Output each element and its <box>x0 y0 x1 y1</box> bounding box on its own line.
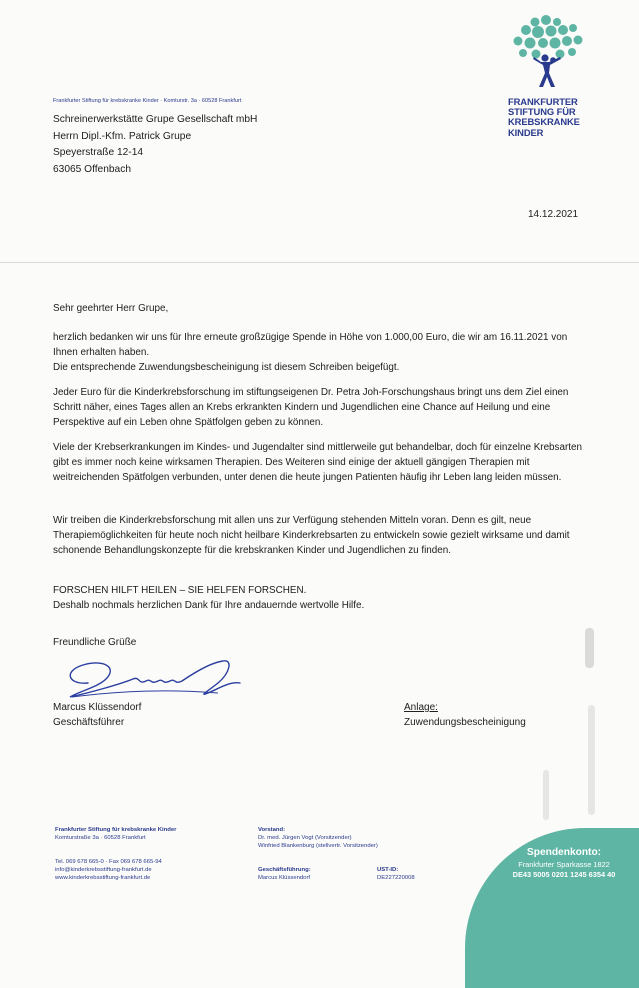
logo-wordmark: FRANKFURTER STIFTUNG FÜR KREBSKRANKE KINDER <box>508 96 580 138</box>
closing-slogan: FORSCHEN HILFT HEILEN – SIE HELFEN FORSCHEN. <box>53 585 307 596</box>
footer-contact <box>55 858 162 883</box>
footer-vat-label: UST-ID: <box>377 867 399 873</box>
footer-management-label: Geschäftsführung: <box>258 867 311 873</box>
footer-website: www.kinderkrebsstiftung-frankfurt.de <box>55 875 151 882</box>
enclosure-label: Anlage: <box>404 702 438 713</box>
recipient-address <box>53 112 257 178</box>
scan-smudge <box>543 770 549 820</box>
signer-name: Marcus Klüssendorf <box>53 702 142 713</box>
greeting: Freundliche Grüße <box>53 637 137 648</box>
paragraph-therapies <box>53 440 593 486</box>
address-line: Schreinerwerkstätte Grupe Gesellschaft mbH <box>53 114 258 125</box>
address-line: Herrn Dipl.-Kfm. Patrick Grupe <box>53 130 192 142</box>
paragraph-text: Viele der Krebserkrankungen im Kindes- und Jugendalter sind mittlerweile gut behandelbar, doch für einzelne Krebsarten gibt es immer noch keine wirksamen Therapien. Des Weiteren sind einige der aktuell gängigen Therapien mit weitreichenden Spätfolgen verbunden, unter denen die heute jungen Patienten häufig ihr Leben lang leiden müssen. <box>53 442 582 484</box>
footer-org <box>55 826 176 842</box>
footer-management-name: Marcus Klüssendorf <box>258 875 311 882</box>
paragraph-thanks <box>53 330 593 376</box>
foundation-logo <box>505 15 595 95</box>
paper-fold-line <box>0 262 639 263</box>
paragraph-mission <box>53 513 593 559</box>
salutation: Sehr geehrter Herr Grupe, <box>53 303 169 314</box>
address-line: Speyerstraße 12-14 <box>53 147 144 158</box>
footer-phone: Tel. 069 678 665-0 · Fax 069 678 665-94 <box>55 859 162 865</box>
footer-board-label: Vorstand: <box>258 827 286 833</box>
footer-board <box>258 826 378 851</box>
footer-street: Komturstraße 3a · 60528 Frankfurt <box>55 835 146 842</box>
donation-iban: DE43 5005 0201 1245 6354 40 <box>512 870 616 879</box>
paragraph-text: herzlich bedanken wir uns für Ihre erneute großzügige Spende in Höhe von 1.000,00 Euro, die wir am 16.11.2021 von Ihnen erhalten haben. Die entsprechende Zuwendungsbescheinigung ist diesem Schreiben beigefügt. <box>53 332 568 374</box>
footer-management <box>258 866 311 882</box>
donation-bank: Frankfurter Sparkasse 1822 <box>518 860 610 869</box>
donation-account-text <box>488 846 639 880</box>
closing-block <box>53 583 593 613</box>
enclosure-block <box>404 700 526 730</box>
signer-title: Geschäftsführer <box>53 717 125 728</box>
sender-line: Frankfurter Stiftung für krebskranke Kinder · Komturstr. 3a · 60528 Frankfurt <box>53 98 242 104</box>
footer-email: info@kinderkrebsstiftung-frankfurt.de <box>55 867 152 874</box>
closing-thanks: Deshalb nochmals herzlichen Dank für Ihre andauernde wertvolle Hilfe. <box>53 600 365 612</box>
footer-org-name: Frankfurter Stiftung für krebskranke Kinder <box>55 827 177 833</box>
footer-board-member: Winfried Blankenburg (stellvertr. Vorsitzender) <box>258 843 378 850</box>
enclosure-value: Zuwendungsbescheinigung <box>404 717 526 728</box>
letter-date: 14.12.2021 <box>528 209 579 220</box>
scan-smudge <box>588 705 595 815</box>
donation-account-title: Spendenkonto: <box>526 847 602 858</box>
footer-vat <box>377 866 415 882</box>
paragraph-text: Wir treiben die Kinderkrebsforschung mit allen uns zur Verfügung stehenden Mitteln voran. Denn es gilt, neue Therapiemöglichkeiten für heute noch nicht heilbare Kinderkrebsarten zu entwickeln sowie gezielt wirksame und damit schonende Behandlungskonzepte für die krebskranken Kinder und Jugendlichen zu finden. <box>53 515 570 557</box>
handwritten-signature <box>58 653 258 703</box>
signer-block <box>53 700 141 730</box>
address-line: 63065 Offenbach <box>53 163 131 175</box>
paragraph-research <box>53 385 593 431</box>
paragraph-text: Jeder Euro für die Kinderkrebsforschung im stiftungseigenen Dr. Petra Joh-Forschungshaus bringt uns dem Ziel einen Schritt näher, eines Tages allen an Krebs erkrankten Kindern und Jugendlichen eine Chance auf Heilung und eine Perspektive auf ein Leben ohne Spätfolgen geben zu können. <box>53 387 569 429</box>
footer-board-member: Dr. med. Jürgen Vogt (Vorsitzender) <box>258 835 352 842</box>
scan-smudge <box>585 628 594 668</box>
footer-vat-id: DE227220008 <box>377 875 415 882</box>
